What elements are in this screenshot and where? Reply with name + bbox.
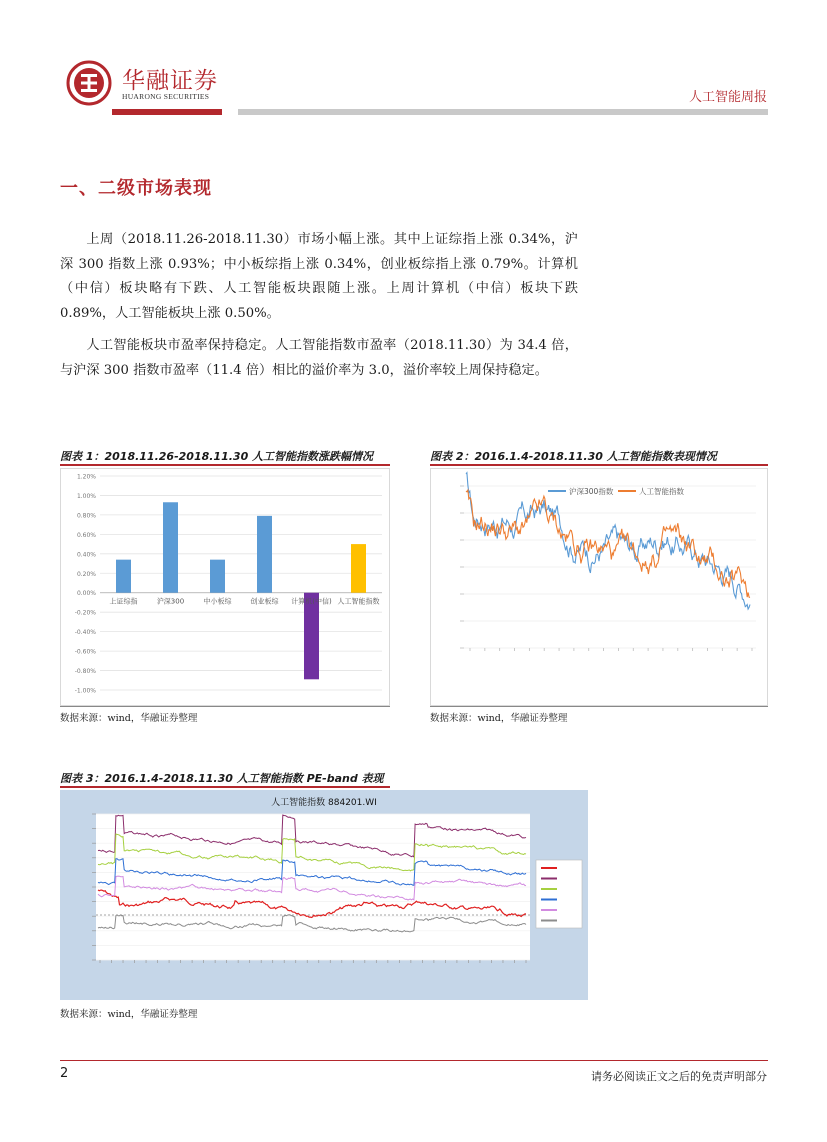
chart-legend xyxy=(536,860,582,928)
category-label: 沪深300 xyxy=(156,597,185,606)
figure2-caption-rule xyxy=(430,464,768,466)
y-tick-label: 0.40% xyxy=(76,551,96,559)
figure1-source: 数据来源：wind，华融证券整理 xyxy=(60,713,198,724)
bar xyxy=(210,560,225,593)
figure1-caption-rule xyxy=(60,464,390,466)
bar xyxy=(116,560,131,593)
legend-box xyxy=(536,860,582,928)
header-accent-bar xyxy=(112,109,222,115)
y-tick-label: 1.00% xyxy=(76,492,96,500)
y-tick-label: 0.60% xyxy=(76,531,96,539)
figure2-caption: 图表 2：2016.1.4-2018.11.30 人工智能指数表现情况 xyxy=(430,450,717,463)
y-tick-label: 0.80% xyxy=(76,512,96,520)
paragraph-text: 上周（2018.11.26-2018.11.30）市场小幅上涨。其中上证综指上涨 0.34%，沪深 300 指数上涨 0.93%；中小板综指上涨 0.34%，创业板综指上涨 0.79%。计算机（中信）板块略有下跌、人工智能板块跟随上涨。上周计算机（中信）板块下跌 0.89%，人工智能板块上涨 0.50%。 xyxy=(60,232,578,321)
category-label: 上证综指 xyxy=(109,597,138,606)
figure3-caption: 图表 3：2016.1.4-2018.11.30 人工智能指数 PE-band 表现 xyxy=(60,772,384,785)
figure1-caption: 图表 1：2018.11.26-2018.11.30 人工智能指数涨跌幅情况 xyxy=(60,450,374,463)
paragraph-text: 人工智能板块市盈率保持稳定。人工智能指数市盈率（2018.11.30）为 34.4 倍，与沪深 300 指数市盈率（11.4 倍）相比的溢价率为 3.0，溢价率较上周保持稳定。 xyxy=(60,338,578,378)
footer-rule xyxy=(60,1060,768,1061)
y-tick-label: -0.20% xyxy=(74,609,96,617)
category-label: 计算机(中信) xyxy=(291,597,332,606)
figure1-bottom-rule xyxy=(60,706,390,707)
figure1-bar-chart xyxy=(60,468,390,706)
section-title: 一、二级市场表现 xyxy=(60,178,212,199)
header-divider-bar xyxy=(238,109,768,115)
bar xyxy=(351,544,366,593)
category-label: 中小板综 xyxy=(203,597,232,606)
y-tick-label: -0.40% xyxy=(74,629,96,637)
figure2-source: 数据来源：wind，华融证券整理 xyxy=(430,713,568,724)
bar xyxy=(257,516,272,593)
paragraph-market-summary xyxy=(60,228,578,326)
chart-title: 人工智能指数 884201.WI xyxy=(271,798,377,808)
brand-name-cn: 华融证券 xyxy=(122,68,218,94)
y-tick-label: -0.80% xyxy=(74,668,96,676)
y-tick-label: -1.00% xyxy=(74,687,96,695)
chart-frame xyxy=(431,469,768,706)
figure3-source: 数据来源：wind，华融证券整理 xyxy=(60,1009,198,1020)
huarong-logo-icon xyxy=(66,60,112,106)
legend-label: 沪深300指数 xyxy=(569,487,614,496)
figure2-line-chart xyxy=(430,468,768,706)
bar xyxy=(163,502,178,592)
disclaimer-note: 请务必阅读正文之后的免责声明部分 xyxy=(591,1070,767,1083)
y-tick-label: 0.00% xyxy=(76,590,96,598)
category-label: 创业板综 xyxy=(250,597,279,606)
figure3-pe-band-chart xyxy=(60,790,588,1000)
y-tick-label: 0.20% xyxy=(76,570,96,578)
category-label: 人工智能指数 xyxy=(337,597,380,606)
legend-label: 人工智能指数 xyxy=(639,487,684,496)
paragraph-pe-summary xyxy=(60,334,578,383)
y-tick-label: 1.20% xyxy=(76,473,96,481)
page-number: 2 xyxy=(60,1066,69,1081)
figure2-bottom-rule xyxy=(430,706,768,707)
y-tick-label: -0.60% xyxy=(74,648,96,656)
report-name: 人工智能周报 xyxy=(688,90,767,105)
brand-name-en: HUARONG SECURITIES xyxy=(122,92,210,101)
figure3-caption-rule xyxy=(60,786,390,788)
